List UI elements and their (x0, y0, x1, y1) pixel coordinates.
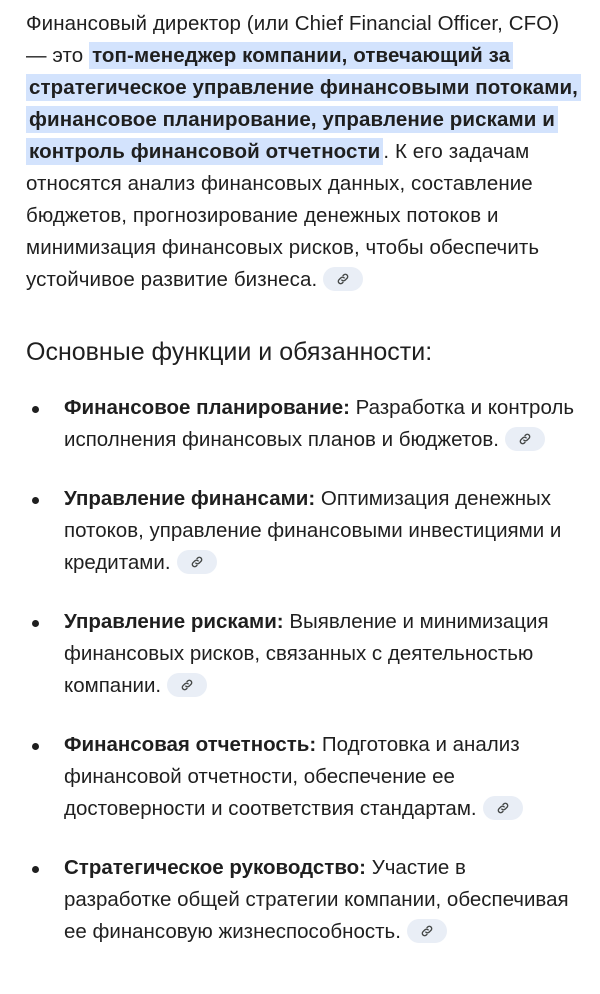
intro-lead-text: Финансовый директор (или Chief Financial Officer, CFO) — это (26, 12, 560, 67)
list-item-text: Подготовка и анализ финансовой отчетности, обеспечение ее достоверности и соответствия стандартам. (64, 733, 520, 820)
list-item-term: Финансовая отчетность: (64, 733, 317, 756)
bullet-icon (32, 406, 39, 413)
answer-content (26, 8, 578, 975)
list-item-text: Выявление и минимизация финансовых рисков, связанных с деятельностью компании. (64, 610, 549, 697)
bullet-icon (32, 743, 39, 750)
list-item-text: Оптимизация денежных потоков, управление финансовыми инвестициями и кредитами. (64, 487, 562, 574)
bullet-icon (32, 497, 39, 504)
functions-list (26, 392, 578, 948)
link-icon (518, 432, 532, 446)
intro-paragraph (26, 8, 578, 296)
list-item-term: Управление рисками: (64, 610, 284, 633)
list-item-term: Финансовое планирование: (64, 396, 350, 419)
source-link-button[interactable] (483, 796, 523, 820)
intro-tail-text: . К его задачам относятся анализ финансовых данных, составление бюджетов, прогнозирование денежных потоков и минимизация финансовых рисков, чтобы обеспечить устойчивое развитие бизнеса. (26, 140, 540, 291)
intro-source-link-button[interactable] (323, 267, 363, 291)
source-link-button[interactable] (177, 550, 217, 574)
link-icon (180, 678, 194, 692)
list-item-text: Участие в разработке общей стратегии компании, обеспечивая ее финансовую жизнеспособность. (64, 856, 569, 943)
source-link-button[interactable] (167, 673, 207, 697)
list-item (26, 606, 578, 702)
list-item-text: Разработка и контроль исполнения финансовых планов и бюджетов. (64, 396, 575, 451)
list-item (26, 852, 578, 948)
intro-highlighted-text: топ-менеджер компании, отвечающий за стратегическое управление финансовыми потоками, финансовое планирование, управление рисками и контроль финансовой отчетности (26, 42, 581, 165)
list-item-term: Управление финансами: (64, 487, 316, 510)
list-item (26, 392, 578, 456)
link-icon (190, 555, 204, 569)
source-link-button[interactable] (407, 919, 447, 943)
section-heading: Основные функции и обязанности: (26, 338, 433, 366)
bullet-icon (32, 620, 39, 627)
list-item-term: Стратегическое руководство: (64, 856, 367, 879)
link-icon (496, 801, 510, 815)
link-icon (336, 272, 350, 286)
list-item (26, 483, 578, 579)
link-icon (420, 924, 434, 938)
source-link-button[interactable] (505, 427, 545, 451)
bullet-icon (32, 866, 39, 873)
list-item (26, 729, 578, 825)
